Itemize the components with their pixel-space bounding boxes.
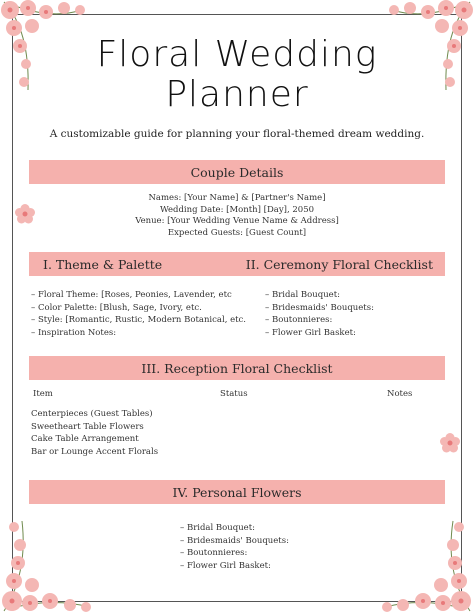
list-item: – Floral Theme: [Roses, Peonies, Lavender, etc (31, 290, 232, 300)
list-item: – Bridal Bouquet: (265, 290, 340, 300)
table-row: Sweetheart Table Flowers (31, 421, 144, 432)
list-item: – Boutonnieres: (265, 315, 333, 325)
column-header-status: Status (220, 389, 248, 399)
list-item: – Flower Girl Basket: (180, 560, 271, 571)
list-item: – Bridal Bouquet: (180, 523, 255, 533)
couple-details-list (0, 193, 474, 239)
theme-list (31, 289, 246, 339)
ceremony-list (265, 289, 374, 339)
page-subtitle: A customizable guide for planning your floral-themed dream wedding. (49, 128, 425, 140)
reception-list (31, 408, 158, 458)
column-header-item: Item (33, 389, 53, 399)
column-header-notes: Notes (387, 389, 413, 399)
list-item: – Inspiration Notes: (31, 327, 117, 338)
flower-icon (440, 433, 460, 453)
floral-corner-bottom-right (379, 513, 474, 613)
theme-ceremony-heading (29, 252, 445, 276)
wedding-date: Wedding Date: [Month] [Day], 2050 (159, 204, 315, 215)
page-title-line-2: Planner (165, 74, 309, 115)
list-item: – Style: [Romantic, Rustic, Modern Botanical, etc. (31, 315, 247, 325)
table-row: Centerpieces (Guest Tables) (31, 409, 153, 419)
personal-flowers-list (180, 522, 289, 572)
venue: Venue: [Your Wedding Venue Name & Address] (135, 216, 339, 226)
couple-names: Names: [Your Name] & [Partner's Name] (148, 193, 326, 203)
list-item: – Bridesmaids' Bouquets: (180, 535, 289, 546)
list-item: – Color Palette: [Blush, Sage, Ivory, etc. (31, 302, 202, 313)
reception-heading: III. Reception Floral Checklist (29, 356, 445, 380)
expected-guests: Expected Guests: [Guest Count] (167, 227, 307, 238)
table-row: Bar or Lounge Accent Florals (31, 446, 159, 457)
personal-flowers-heading: IV. Personal Flowers (29, 480, 445, 504)
ceremony-heading: II. Ceremony Floral Checklist (245, 256, 433, 272)
table-row: Cake Table Arrangement (31, 434, 139, 444)
couple-details-heading: Couple Details (29, 160, 445, 184)
list-item: – Flower Girl Basket: (265, 327, 356, 338)
list-item: – Boutonnieres: (180, 548, 248, 558)
list-item: – Bridesmaids' Bouquets: (265, 302, 374, 313)
theme-heading: I. Theme & Palette (43, 256, 163, 272)
floral-corner-bottom-left (0, 513, 95, 613)
page-title-line-1: Floral Wedding (96, 34, 378, 75)
